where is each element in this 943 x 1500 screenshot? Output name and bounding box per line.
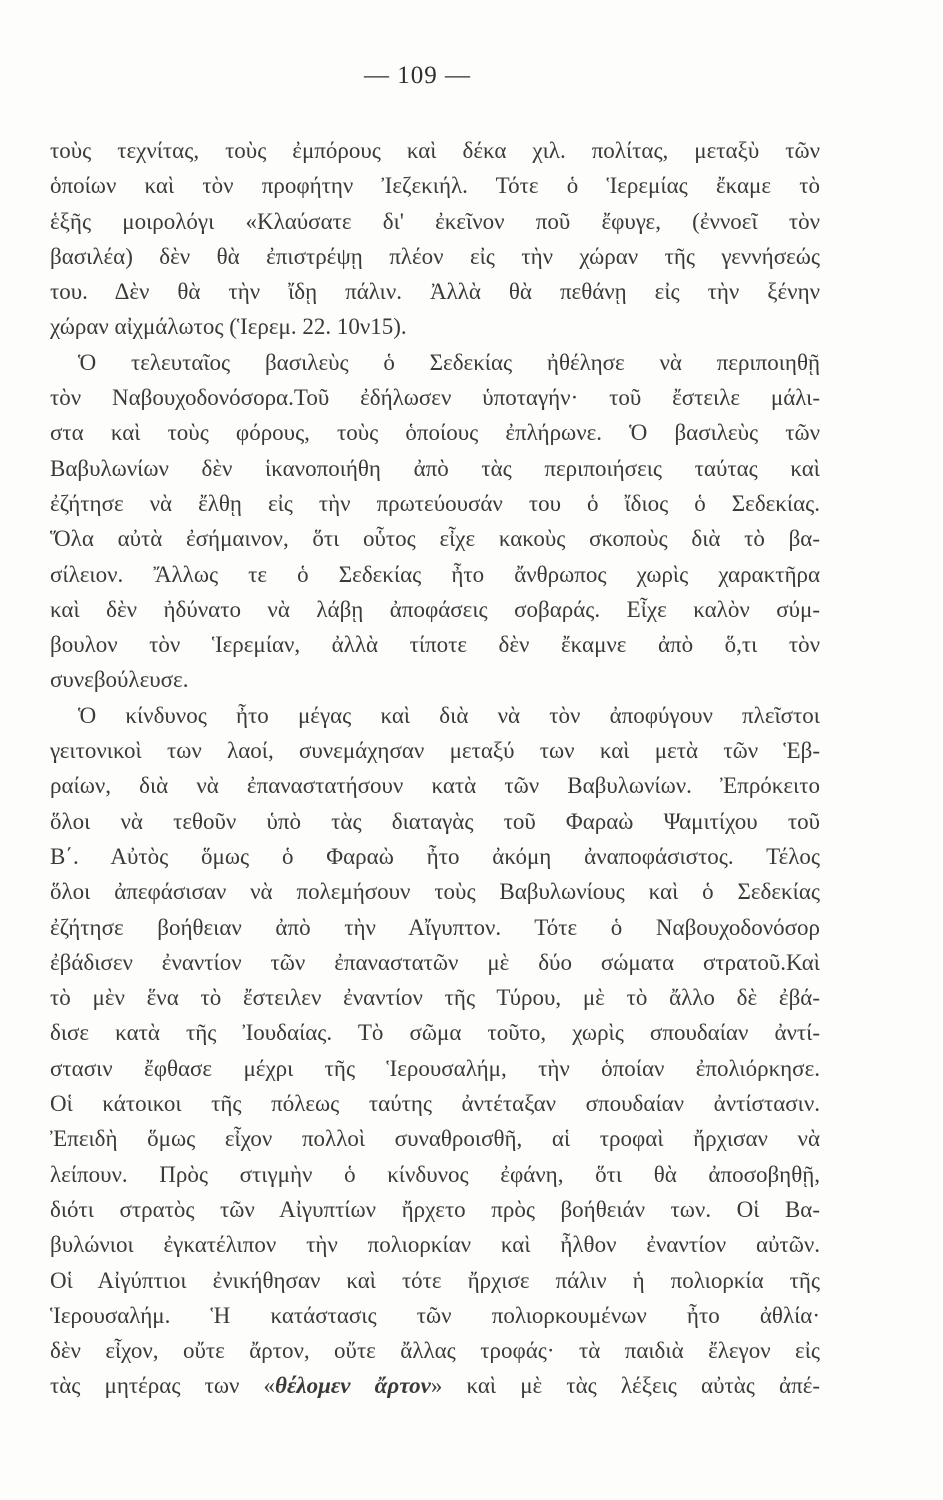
text-line: ἐζήτησε νὰ ἔλθῃ εἰς τὴν πρωτεύουσάν του ὁ ἴδιος ὁ Σεδεκίας. <box>50 490 820 516</box>
text-line: Ἱερουσαλήμ. Ἡ κατάστασις τῶν πολιορκουμένων ἦτο ἀθλία· <box>50 1302 820 1328</box>
text-line: σίλειον. Ἄλλως τε ὁ Σεδεκίας ἦτο ἄνθρωπος χωρὶς χαρακτῆρα <box>50 561 820 587</box>
text-line: λείπουν. Πρὸς στιγμὴν ὁ κίνδυνος ἐφάνη, ὅτι θὰ ἀποσοβηθῇ, <box>50 1161 820 1187</box>
text-span: » καὶ μὲ τὰς λέξεις αὐτὰς ἀπέ- <box>430 1373 821 1399</box>
body-text <box>50 133 820 1404</box>
text-line: Οἱ κάτοικοι τῆς πόλεως ταύτης ἀντέταξαν σπουδαίαν ἀντίστασιν. <box>50 1091 820 1117</box>
text-line: συνεβούλευσε. <box>50 667 189 693</box>
text-line: ἐβάδισεν ἐναντίον τῶν ἐπαναστατῶν μὲ δύο σώματα στρατοῦ.Καὶ <box>50 949 820 975</box>
text-line: Οἱ Αἰγύπτιοι ἐνικήθησαν καὶ τότε ἤρχισε πάλιν ἡ πολιορκία τῆς <box>50 1267 820 1293</box>
text-span: τὰς μητέρας των « <box>50 1373 275 1399</box>
text-line: τὸ μὲν ἕνα τὸ ἔστειλεν ἐναντίον τῆς Τύρου, μὲ τὸ ἄλλο δὲ ἐβά- <box>50 985 820 1011</box>
text-line: βυλώνιοι ἐγκατέλιπον τὴν πολιορκίαν καὶ ἦλθον ἐναντίον αὐτῶν. <box>50 1232 820 1258</box>
text-line: χώραν αἰχμάλωτος (Ἱερεμ. 22. 10ν15). <box>50 314 407 340</box>
text-line: Β΄. Αὐτὸς ὅμως ὁ Φαραὼ ἦτο ἀκόμη ἀναποφάσιστος. Τέλος <box>50 843 820 869</box>
text-line: ἑξῆς μοιρολόγι «Κλαύσατε δι' ἐκεῖνον ποῦ ἔφυγε, (ἐννοεῖ τὸν <box>50 208 820 234</box>
text-line: ραίων, διὰ νὰ ἐπαναστατήσουν κατὰ τῶν Βαβυλωνίων. Ἐπρόκειτο <box>50 773 820 799</box>
text-line: βουλον τὸν Ἱερεμίαν, ἀλλὰ τίποτε δὲν ἔκαμνε ἀπὸ ὅ,τι τὸν <box>50 632 820 658</box>
text-line: τοὺς τεχνίτας, τοὺς ἐμπόρους καὶ δέκα χιλ. πολίτας, μεταξὺ τῶν <box>50 138 820 163</box>
text-line: του. Δὲν θὰ τὴν ἴδῃ πάλιν. Ἀλλὰ θὰ πεθάνῃ εἰς τὴν ξένην <box>50 279 820 305</box>
page-number: — 109 — <box>364 62 471 89</box>
text-line: Ὅλα αὐτὰ ἐσήμαινον, ὅτι οὗτος εἶχε κακοὺς σκοποὺς διὰ τὸ βα- <box>50 526 820 552</box>
text-line-final <box>50 1368 820 1403</box>
text-line: τὸν Ναβουχοδονόσορα.Τοῦ ἐδήλωσεν ὑποταγήν· τοῦ ἔστειλε μάλι- <box>50 385 820 411</box>
text-line: διότι στρατὸς τῶν Αἰγυπτίων ἤρχετο πρὸς βοήθειάν των. Οἱ Βα- <box>50 1196 820 1222</box>
text-line: Βαβυλωνίων δὲν ἱκανοποιήθη ἀπὸ τὰς περιποιήσεις ταύτας καὶ <box>50 455 820 481</box>
text-line: δὲν εἶχον, οὔτε ἄρτον, οὔτε ἄλλας τροφάς· τὰ παιδιὰ ἔλεγον εἰς <box>50 1338 820 1364</box>
text-line: Ὁ τελευταῖος βασιλεὺς ὁ Σεδεκίας ἠθέλησε νὰ περιποιηθῇ <box>78 349 820 375</box>
text-line: βασιλέα) δὲν θὰ ἐπιστρέψῃ πλέον εἰς τὴν χώραν τῆς γεννήσεώς <box>50 243 820 269</box>
text-line: στα καὶ τοὺς φόρους, τοὺς ὁποίους ἐπλήρωνε. Ὁ βασιλεὺς τῶν <box>50 420 820 446</box>
text-line: ὁποίων καὶ τὸν προφήτην Ἰεζεκιήλ. Τότε ὁ Ἱερεμίας ἔκαμε τὸ <box>50 173 820 199</box>
text-line: καὶ δὲν ἠδύνατο νὰ λάβῃ ἀποφάσεις σοβαράς. Εἶχε καλὸν σύμ- <box>50 596 820 622</box>
text-line: ἐζήτησε βοήθειαν ἀπὸ τὴν Αἴγυπτον. Τότε ὁ Ναβουχοδονόσορ <box>50 914 820 940</box>
text-line: ὅλοι νὰ τεθοῦν ὑπὸ τὰς διαταγὰς τοῦ Φαραὼ Ψαμιτίχου τοῦ <box>50 808 820 834</box>
text-line: δισε κατὰ τῆς Ἰουδαίας. Τὸ σῶμα τοῦτο, χωρὶς σπουδαίαν ἀντί- <box>50 1020 820 1046</box>
text-line: Ἐπειδὴ ὅμως εἶχον πολλοὶ συναθροισθῆ, αἱ τροφαὶ ἤρχισαν νὰ <box>50 1126 820 1152</box>
text-line: Ὁ κίνδυνος ἦτο μέγας καὶ διὰ νὰ τὸν ἀποφύγουν πλεῖστοι <box>78 702 820 728</box>
text-line: στασιν ἔφθασε μέχρι τῆς Ἱερουσαλήμ, τὴν ὁποίαν ἐπολιόρκησε. <box>50 1055 820 1081</box>
text-line: γειτονικοὶ των λαοί, συνεμάχησαν μεταξύ των καὶ μετὰ τῶν Ἑβ- <box>50 738 820 764</box>
emphasized-phrase: θέλομεν ἄρτον <box>275 1373 431 1399</box>
text-line: ὅλοι ἀπεφάσισαν νὰ πολεμήσουν τοὺς Βαβυλωνίους καὶ ὁ Σεδεκίας <box>50 879 820 905</box>
